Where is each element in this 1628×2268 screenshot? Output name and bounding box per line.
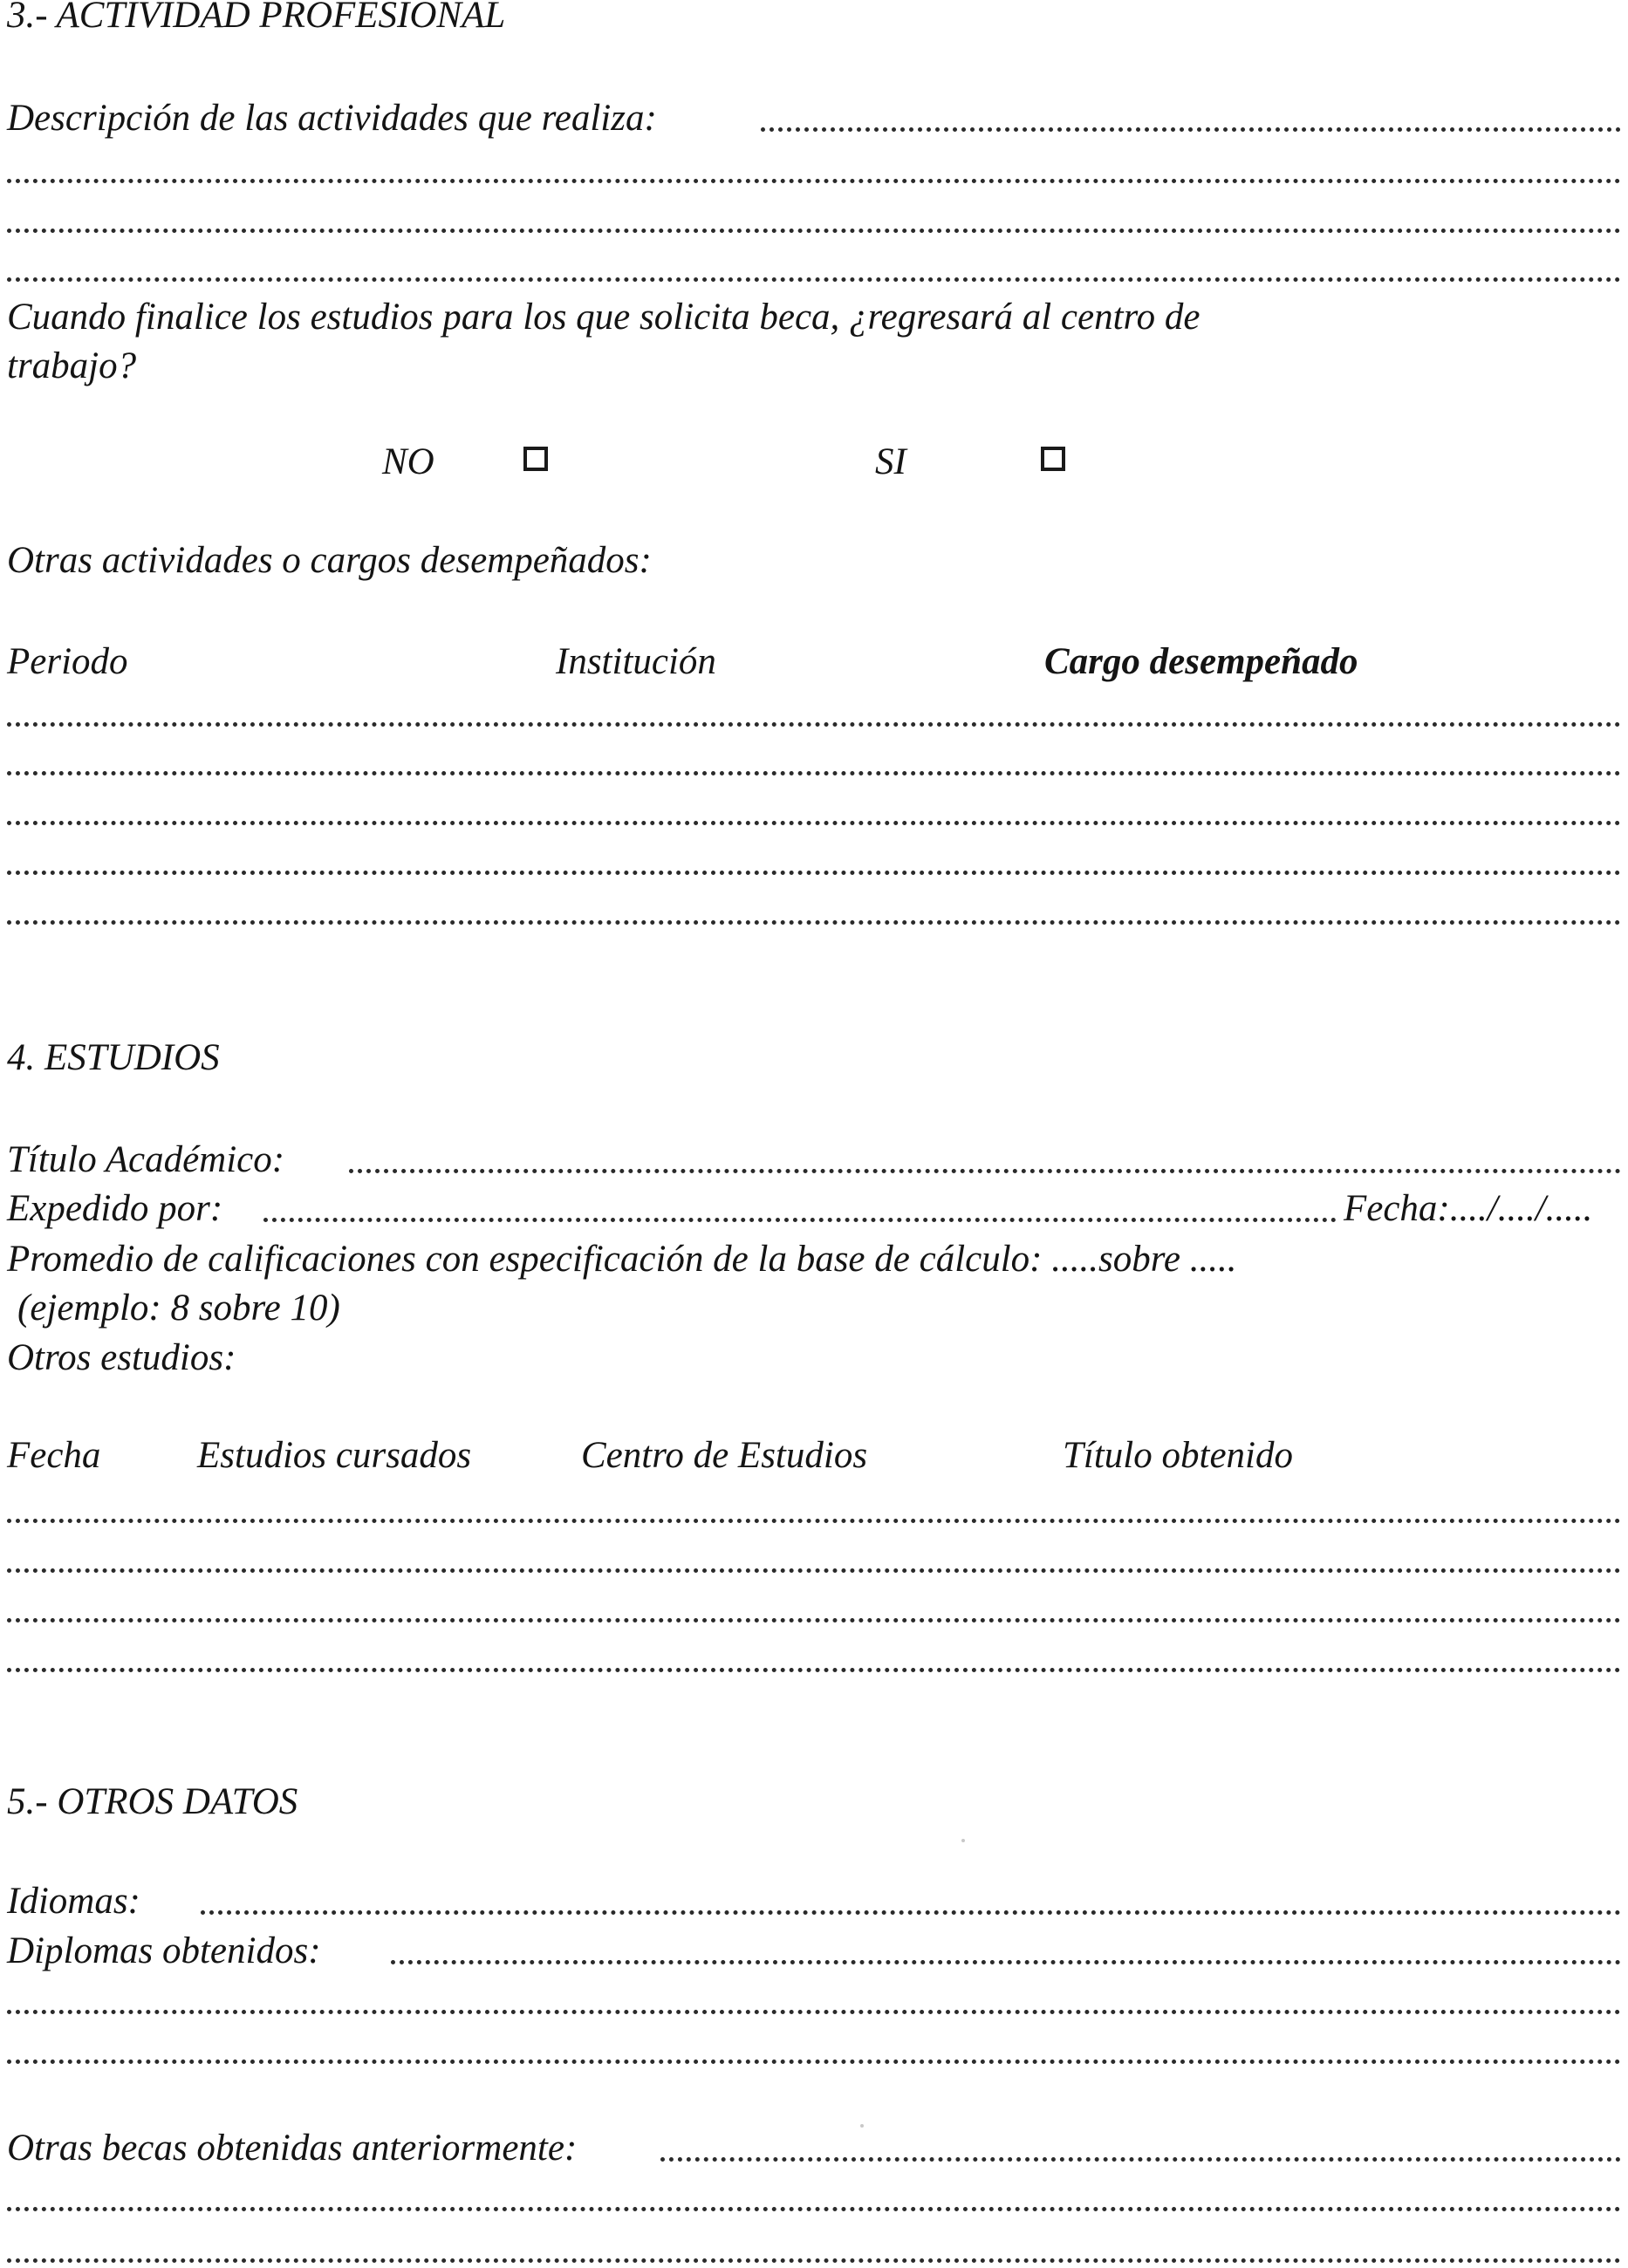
column-centro-estudios: Centro de Estudios bbox=[581, 1435, 868, 1476]
scan-speck bbox=[860, 2124, 864, 2128]
option-si-label: SI bbox=[875, 441, 906, 482]
titulo-academico-label: Título Académico: bbox=[7, 1139, 285, 1180]
expedido-label: Expedido por: bbox=[7, 1188, 223, 1229]
activities-line[interactable] bbox=[7, 229, 1621, 233]
section-title-otros-datos: 5.- OTROS DATOS bbox=[7, 1781, 298, 1822]
section-title-estudios: 4. ESTUDIOS bbox=[7, 1037, 220, 1078]
titulo-academico-field[interactable] bbox=[349, 1169, 1621, 1173]
option-no-label: NO bbox=[382, 441, 434, 482]
option-si-checkbox[interactable] bbox=[1041, 447, 1065, 471]
study-row-line[interactable] bbox=[7, 1568, 1621, 1573]
diplomas-line[interactable] bbox=[7, 2060, 1621, 2064]
diplomas-field[interactable] bbox=[391, 1960, 1621, 1964]
promedio-example: (ejemplo: 8 sobre 10) bbox=[17, 1288, 340, 1329]
column-estudios-cursados: Estudios cursados bbox=[197, 1435, 472, 1476]
column-institucion: Institución bbox=[556, 641, 716, 682]
idiomas-field[interactable] bbox=[201, 1910, 1621, 1915]
fecha-label: Fecha: bbox=[1344, 1188, 1450, 1229]
activity-row-line[interactable] bbox=[7, 920, 1621, 925]
scan-speck bbox=[961, 1839, 965, 1842]
study-row-line[interactable] bbox=[7, 1519, 1621, 1523]
becas-field[interactable] bbox=[660, 2157, 1621, 2162]
otros-estudios-label: Otros estudios: bbox=[7, 1337, 236, 1378]
fecha-group bbox=[1344, 1186, 1592, 1232]
return-question-line2: trabajo? bbox=[7, 345, 137, 386]
promedio-text: Promedio de calificaciones con especificación de la base de cálculo: .....sobre ..... bbox=[7, 1239, 1237, 1280]
activity-row-line[interactable] bbox=[7, 871, 1621, 875]
activity-row-line[interactable] bbox=[7, 821, 1621, 825]
activities-label: Descripción de las actividades que realiza: bbox=[7, 98, 657, 139]
column-cargo: Cargo desempeñado bbox=[1044, 641, 1358, 682]
activities-field[interactable] bbox=[761, 127, 1621, 132]
diplomas-line[interactable] bbox=[7, 2010, 1621, 2014]
becas-line[interactable] bbox=[7, 2258, 1621, 2263]
return-question-line1: Cuando finalice los estudios para los que solicita beca, ¿regresará al centro de bbox=[7, 297, 1200, 338]
column-fecha: Fecha bbox=[7, 1435, 101, 1476]
diplomas-label: Diplomas obtenidos: bbox=[7, 1930, 321, 1971]
activity-row-line[interactable] bbox=[7, 771, 1621, 775]
activities-line[interactable] bbox=[7, 277, 1621, 282]
expedido-field[interactable] bbox=[263, 1218, 1337, 1222]
study-row-line[interactable] bbox=[7, 1618, 1621, 1622]
column-periodo: Periodo bbox=[7, 641, 128, 682]
activity-row-line[interactable] bbox=[7, 722, 1621, 727]
study-row-line[interactable] bbox=[7, 1668, 1621, 1672]
column-titulo-obtenido: Título obtenido bbox=[1063, 1435, 1293, 1476]
other-activities-label: Otras actividades o cargos desempeñados: bbox=[7, 540, 652, 581]
fecha-value[interactable]: ..../..../..... bbox=[1449, 1188, 1593, 1229]
becas-label: Otras becas obtenidas anteriormente: bbox=[7, 2128, 578, 2169]
section-title-actividad-profesional: 3.- ACTIVIDAD PROFESIONAL bbox=[7, 0, 506, 36]
activities-line[interactable] bbox=[7, 179, 1621, 183]
becas-line[interactable] bbox=[7, 2207, 1621, 2211]
idiomas-label: Idiomas: bbox=[7, 1881, 140, 1922]
option-no-checkbox[interactable] bbox=[523, 447, 548, 471]
